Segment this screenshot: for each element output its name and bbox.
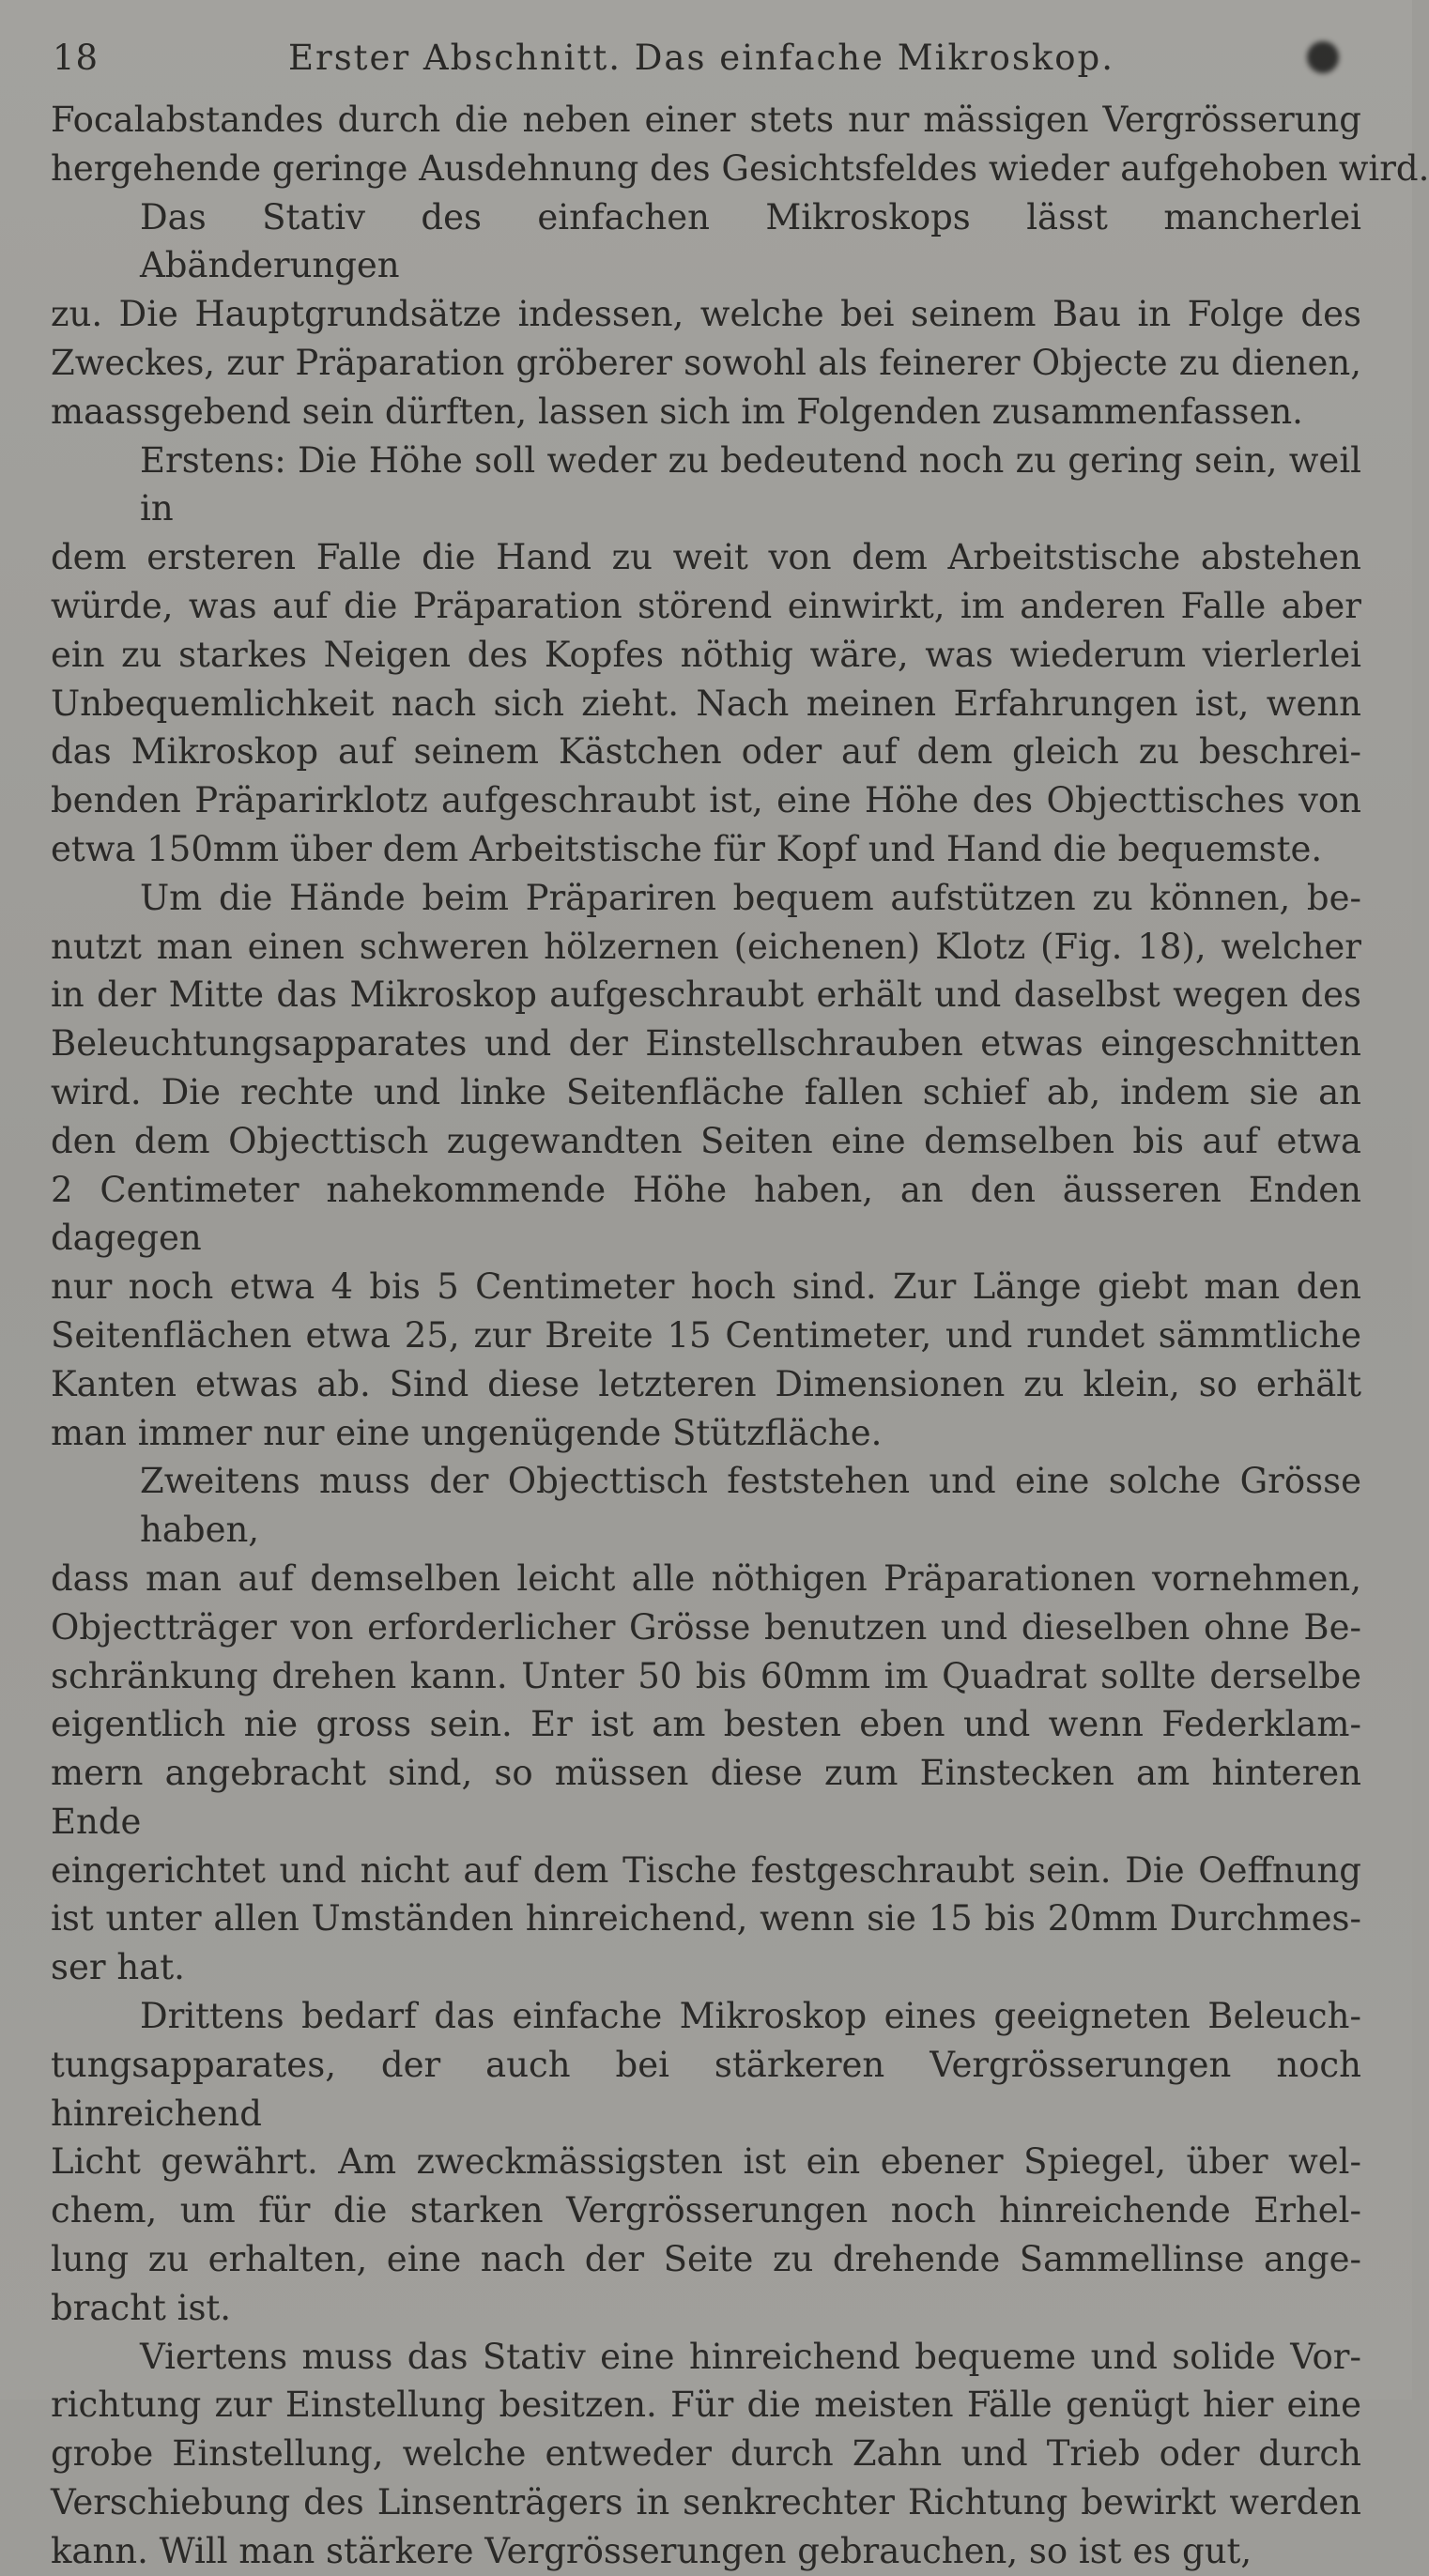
text-line: Um die Hände beim Präpariren bequem aufstützen zu können, be-: [140, 877, 1361, 918]
page-number: 18: [53, 38, 100, 78]
text-line: richtung zur Einstellung besitzen. Für die meisten Fälle genügt hier eine: [51, 2384, 1361, 2426]
text-line: schränkung drehen kann. Unter 50 bis 60mm im Quadrat sollte derselbe: [51, 1655, 1361, 1696]
text-line: man immer nur eine ungenügende Stützfläche.: [51, 1412, 883, 1453]
text-line: Kanten etwas ab. Sind diese letzteren Dimensionen zu klein, so erhält: [51, 1363, 1361, 1404]
ink-spot: [1307, 41, 1339, 73]
text-line: Beleuchtungsapparates und der Einstellschrauben etwas eingeschnitten: [51, 1023, 1361, 1065]
paragraph: [51, 96, 1429, 193]
text-line: mern angebracht sind, so müssen diese zum Einstecken am hinteren Ende: [51, 1753, 1361, 1842]
text-line: das Mikroskop auf seinem Kästchen oder auf dem gleich zu beschrei-: [51, 731, 1361, 773]
paragraph: [51, 193, 1361, 437]
text-line: dass man auf demselben leicht alle nöthigen Präparationen vornehmen,: [51, 1557, 1361, 1599]
paragraph: [51, 437, 1361, 874]
text-line: in der Mitte das Mikroskop aufgeschraubt erhält und daselbst wegen des: [51, 974, 1361, 1016]
text-line: würde, was auf die Präparation störend einwirkt, im anderen Falle aber: [51, 585, 1361, 626]
text-line: tungsapparates, der auch bei stärkeren Vergrösserungen noch hinreichend: [51, 2044, 1361, 2134]
paragraph: [51, 874, 1361, 1458]
text-line: maassgebend sein dürften, lassen sich im Folgenden zusammenfassen.: [51, 391, 1303, 432]
text-line: ist unter allen Umständen hinreichend, wenn sie 15 bis 20mm Durchmes-: [51, 1898, 1361, 1940]
text-line: Focalabstandes durch die neben einer stets nur mässigen Vergrösserung: [51, 100, 1361, 140]
text-line: dem ersteren Falle die Hand zu weit von dem Arbeitstische abstehen: [51, 537, 1361, 578]
text-line: wird. Die rechte und linke Seitenfläche fallen schief ab, indem sie an: [51, 1071, 1361, 1112]
text-line: Verschiebung des Linsenträgers in senkrechter Richtung bewirkt werden: [51, 2482, 1361, 2523]
text-line: lung zu erhalten, eine nach der Seite zu drehende Sammellinse ange-: [51, 2239, 1361, 2280]
paragraph: [51, 1457, 1361, 1992]
text-line: Viertens muss das Stativ eine hinreichend bequeme und solide Vor-: [140, 2336, 1361, 2377]
text-line: bracht ist.: [51, 2287, 232, 2328]
text-line: ein zu starkes Neigen des Kopfes nöthig wäre, was wiederum vierlerlei: [51, 634, 1361, 675]
text-line: etwa 150mm über dem Arbeitstische für Kopf und Hand die bequemste.: [51, 828, 1323, 869]
text-line: benden Präparirklotz aufgeschraubt ist, eine Höhe des Objecttisches von: [51, 780, 1361, 821]
text-line: Objectträger von erforderlicher Grösse benutzen und dieselben ohne Be-: [51, 1606, 1361, 1648]
text-line: hergehende geringe Ausdehnung des Gesichtsfeldes wieder aufgehoben wird.: [51, 147, 1429, 189]
text-line: nur noch etwa 4 bis 5 Centimeter hoch sind. Zur Länge giebt man den: [51, 1266, 1361, 1308]
text-line: Zweckes, zur Präparation gröberer sowohl als feinerer Objecte zu dienen,: [51, 342, 1361, 383]
paragraph: [51, 1992, 1361, 2333]
text-line: Drittens bedarf das einfache Mikroskop eines geeigneten Beleuch-: [140, 1996, 1361, 2037]
text-line: eingerichtet und nicht auf dem Tische festgeschraubt sein. Die Oeffnung: [51, 1849, 1361, 1891]
text-line: Seitenflächen etwa 25, zur Breite 15 Centimeter, und rundet sämmtliche: [51, 1314, 1361, 1356]
text-line: kann. Will man stärkere Vergrösserungen gebrauchen, so ist es gut,: [51, 2530, 1252, 2571]
text-line: zu. Die Hauptgrundsätze indessen, welche bei seinem Bau in Folge des: [51, 294, 1361, 335]
text-line: 2 Centimeter nahekommende Höhe haben, an den äusseren Enden dagegen: [51, 1169, 1361, 1259]
paragraph: [51, 2333, 1361, 2576]
page-header: [49, 26, 1363, 92]
text-line: ser hat.: [51, 1947, 185, 1988]
text-line: den dem Objecttisch zugewandten Seiten eine demselben bis auf etwa: [51, 1120, 1361, 1161]
text-line: Unbequemlichkeit nach sich zieht. Nach meinen Erfahrungen ist, wenn: [51, 682, 1361, 724]
text-line: Erstens: Die Höhe soll weder zu bedeutend noch zu gering sein, weil in: [140, 439, 1361, 529]
text-line: Licht gewährt. Am zweckmässigsten ist ein ebener Spiegel, über wel-: [51, 2141, 1361, 2183]
text-line: Das Stativ des einfachen Mikroskops lässt mancherlei Abänderungen: [140, 196, 1361, 286]
text-line: Zweitens muss der Objecttisch feststehen und eine solche Grösse haben,: [140, 1461, 1361, 1551]
text-line: chem, um für die starken Vergrösserungen noch hinreichende Erhel-: [51, 2190, 1361, 2231]
text-line: nutzt man einen schweren hölzernen (eichenen) Klotz (Fig. 18), welcher: [51, 926, 1361, 967]
body-text: [51, 96, 1429, 2576]
text-line: eigentlich nie gross sein. Er ist am besten eben und wenn Federklam-: [51, 1704, 1361, 1745]
running-head: Erster Abschnitt. Das einfache Mikroskop.: [288, 38, 1114, 78]
text-line: grobe Einstellung, welche entweder durch Zahn und Trieb oder durch: [51, 2433, 1361, 2475]
